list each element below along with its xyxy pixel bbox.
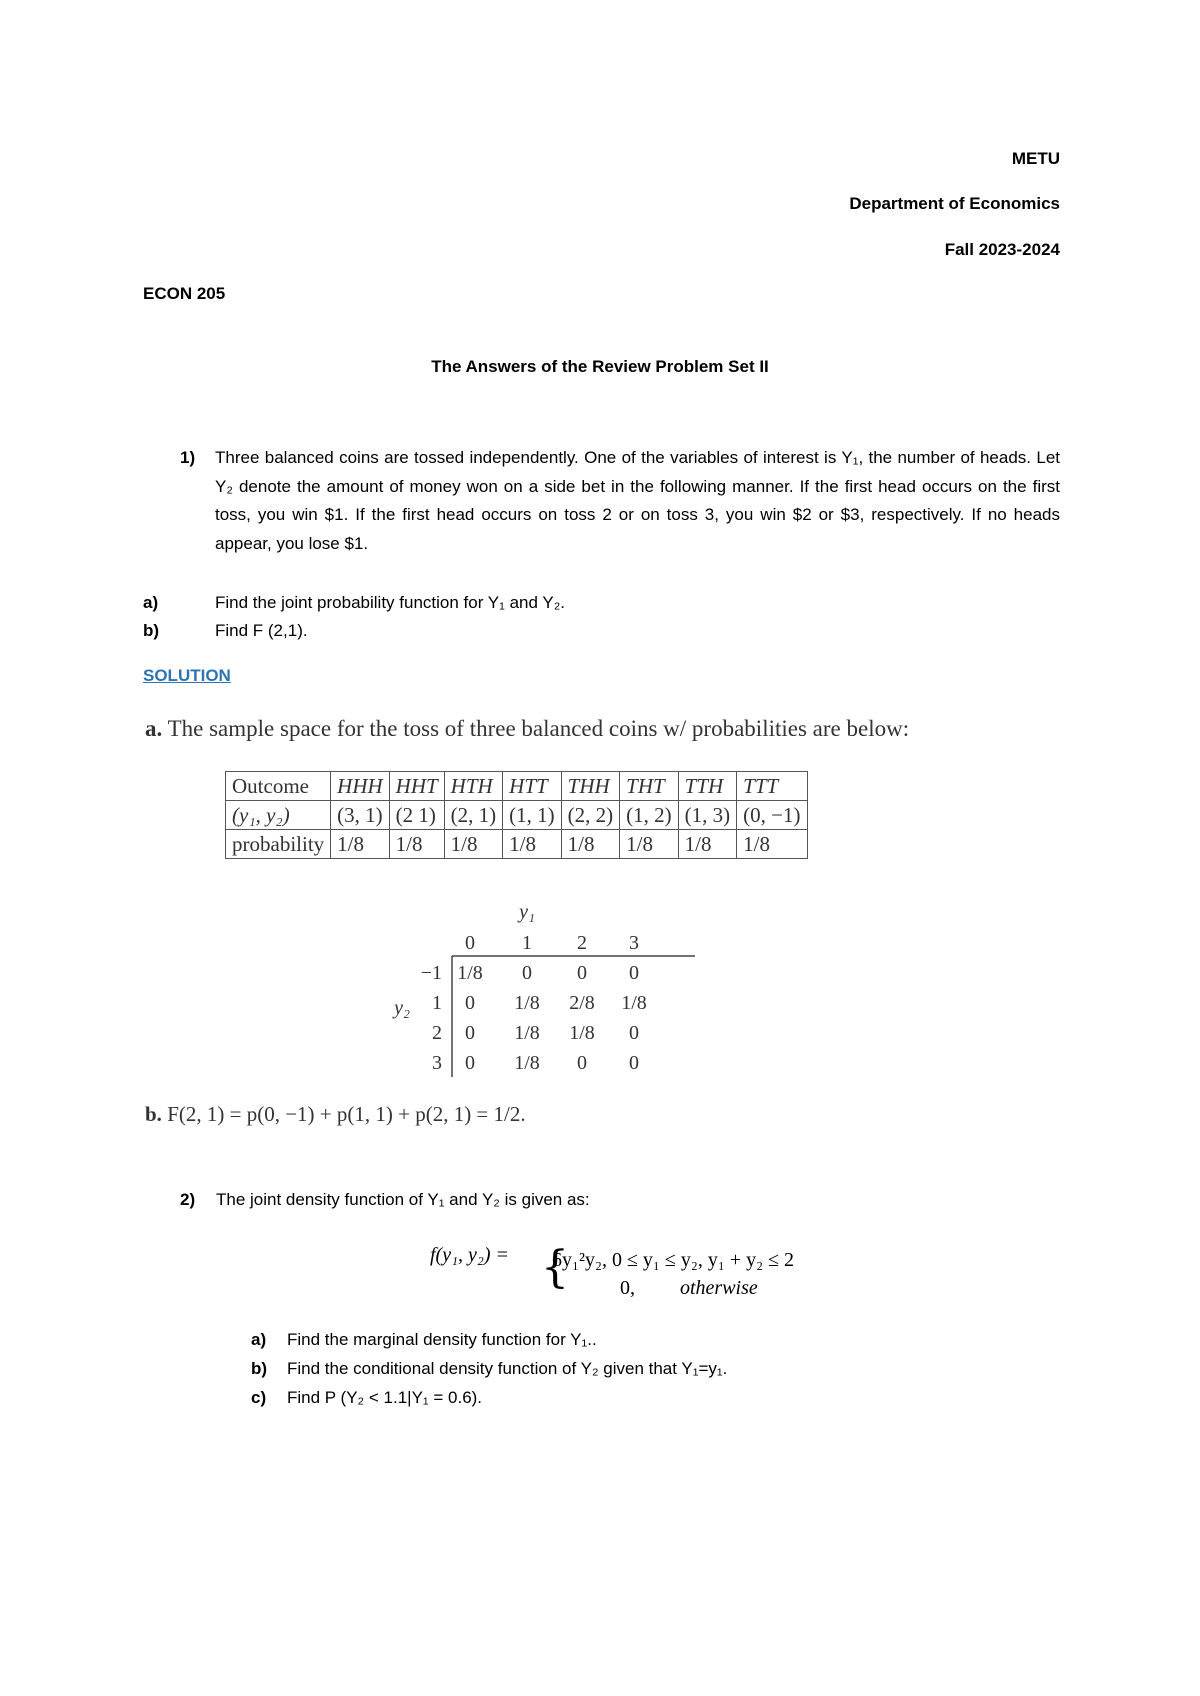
part-text: Find the joint probability function for Y₁ and Y₂. xyxy=(215,593,566,612)
density-case-2 xyxy=(620,1277,758,1300)
table-cell: 0 xyxy=(465,1052,475,1074)
solution-b-label: b. xyxy=(145,1102,162,1126)
term: Fall 2023-2024 xyxy=(944,240,1060,259)
part-label: c) xyxy=(251,1388,267,1407)
table-cell: 1/8 xyxy=(678,830,737,859)
problem-2-part-b xyxy=(251,1359,728,1379)
formula-lhs: f(y₁, y₂) = xyxy=(430,1244,510,1266)
table-cell: (1, 3) xyxy=(678,801,737,830)
table-cell: HTH xyxy=(444,772,503,801)
solution-heading: SOLUTION xyxy=(143,666,231,685)
table-cell: (1, 2) xyxy=(620,801,679,830)
university-name: METU xyxy=(1011,149,1060,168)
table-cell: 0 xyxy=(629,962,639,984)
table-cell: TTH xyxy=(678,772,737,801)
table-cell: 2/8 xyxy=(569,992,595,1014)
solution-b-sentence: F(2, 1) = p(0, −1) + p(1, 1) + p(2, 1) = 1/2. xyxy=(167,1102,526,1126)
left-brace: { xyxy=(541,1242,569,1293)
table-cell: 0 xyxy=(577,1052,587,1074)
table-cell: (3, 1) xyxy=(331,801,390,830)
density-lhs xyxy=(430,1244,509,1267)
table-cell: 1/8 xyxy=(457,962,483,984)
table-cell: 0 xyxy=(629,1052,639,1074)
table-cell: (2, 2) xyxy=(561,801,620,830)
row-label: probability xyxy=(226,830,331,859)
sample-space-table xyxy=(225,771,808,859)
row-label: Outcome xyxy=(226,772,331,801)
row-header: 1 xyxy=(432,992,442,1014)
table-cell: 1/8 xyxy=(569,1022,595,1044)
row-label: (y₁, y₂) xyxy=(226,801,331,830)
solution-b-text xyxy=(145,1102,526,1127)
part-label: b) xyxy=(143,621,160,640)
table-row xyxy=(226,801,808,830)
table-cell: 0 xyxy=(465,1022,475,1044)
table-cell: TTT xyxy=(737,772,807,801)
part-label: a) xyxy=(251,1330,267,1349)
problem-2-part-a xyxy=(251,1330,597,1350)
col-header: 3 xyxy=(629,932,639,954)
solution-a-sentence: The sample space for the toss of three balanced coins w/ probabilities are below: xyxy=(167,716,910,741)
table-cell: 1/8 xyxy=(389,830,444,859)
problem-1-part-b xyxy=(143,621,308,641)
row-header: 3 xyxy=(432,1052,442,1074)
table-cell: HTT xyxy=(503,772,562,801)
problem-2-part-c xyxy=(251,1388,483,1408)
part-text: Find the conditional density function of Y₂ given that Y₁=y₁. xyxy=(287,1359,728,1378)
part-text: Find P (Y₂ < 1.1|Y₁ = 0.6). xyxy=(287,1388,483,1407)
density-case-1: 6y₁²y₂, 0 ≤ y₁ ≤ y₂, y₁ + y₂ ≤ 2 xyxy=(552,1249,795,1271)
table-cell: 1/8 xyxy=(621,992,647,1014)
table-row xyxy=(226,830,808,859)
page-title: The Answers of the Review Problem Set II xyxy=(431,357,769,376)
part-label: a) xyxy=(143,593,159,612)
col-var-label: y₁ xyxy=(519,901,535,923)
table-cell: 0 xyxy=(465,992,475,1014)
table-cell: HHH xyxy=(331,772,390,801)
table-cell: 1/8 xyxy=(620,830,679,859)
table-cell: 1/8 xyxy=(503,830,562,859)
table-cell: THT xyxy=(620,772,679,801)
col-header: 0 xyxy=(465,932,475,954)
solution-a-label: a. xyxy=(145,716,163,741)
row-header: 2 xyxy=(432,1022,442,1044)
table-cell: 1/8 xyxy=(444,830,503,859)
part-text: Find F (2,1). xyxy=(215,621,308,640)
table-cell: 1/8 xyxy=(514,992,540,1014)
col-header: 1 xyxy=(522,932,532,954)
table-cell: (2, 1) xyxy=(444,801,503,830)
course-code: ECON 205 xyxy=(143,284,226,303)
table-row xyxy=(226,772,808,801)
table-cell: 1/8 xyxy=(514,1052,540,1074)
problem-1-text: Three balanced coins are tossed independently. One of the variables of interest is Y₁, the number of heads. Let Y₂ denote the amount of money won on a side bet in the following manner. If the first head occurs on the first toss, you win $1. If the first head occurs on toss 2 or on toss 3, you win $2 or $3, respectively. If no heads appear, you lose $1. xyxy=(215,448,1060,553)
table-cell: 1/8 xyxy=(331,830,390,859)
table-cell: (1, 1) xyxy=(503,801,562,830)
department-name: Department of Economics xyxy=(849,194,1060,213)
table-cell: 1/8 xyxy=(737,830,807,859)
case-2-value: 0, xyxy=(620,1277,635,1299)
table-cell: 1/8 xyxy=(514,1022,540,1044)
table-cell: 0 xyxy=(629,1022,639,1044)
table-cell: 0 xyxy=(522,962,532,984)
table-cell: 0 xyxy=(577,962,587,984)
solution-a-text xyxy=(145,716,909,742)
table-cell: (2 1) xyxy=(389,801,444,830)
col-header: 2 xyxy=(577,932,587,954)
row-header: −1 xyxy=(420,962,442,984)
problem-2-text: The joint density function of Y₁ and Y₂ is given as: xyxy=(216,1190,590,1209)
problem-2-number: 2) xyxy=(180,1190,196,1209)
row-var-label: y₂ xyxy=(394,997,410,1019)
part-text: Find the marginal density function for Y₁.. xyxy=(287,1330,597,1349)
case-2-condition: otherwise xyxy=(680,1277,758,1299)
problem-1-number: 1) xyxy=(180,448,196,467)
joint-probability-table xyxy=(370,895,710,1080)
table-cell: (0, −1) xyxy=(737,801,807,830)
table-cell: 1/8 xyxy=(561,830,620,859)
table-cell: HHT xyxy=(389,772,444,801)
table-cell: THH xyxy=(561,772,620,801)
part-label: b) xyxy=(251,1359,268,1378)
problem-1-part-a xyxy=(143,593,566,613)
